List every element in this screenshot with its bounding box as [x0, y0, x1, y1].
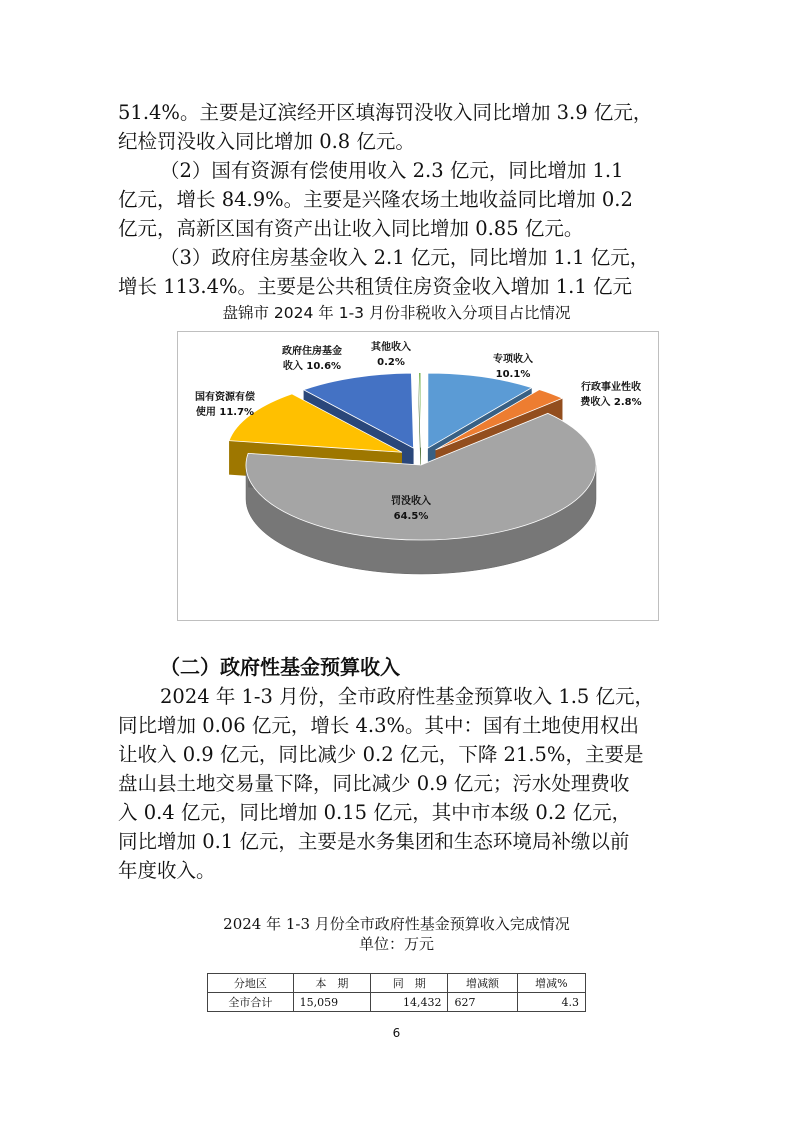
text-line: 同比增加 0.06 亿元，增长 4.3%。其中：国有土地使用权出	[118, 714, 640, 737]
pie-slice-label: 政府住房基金	[282, 346, 342, 357]
text-line: （3）政府住房基金收入 2.1 亿元，同比增加 1.1 亿元，	[160, 246, 650, 269]
pie-slice-label: 0.2%	[377, 357, 405, 368]
body-text-bottom	[118, 682, 678, 885]
text-line: （2）国有资源有偿使用收入 2.3 亿元，同比增加 1.1	[160, 159, 624, 182]
table-cell: 全市合计	[208, 993, 294, 1012]
text-line: 同比增加 0.1 亿元，主要是水务集团和生态环境局补缴以前	[118, 830, 630, 853]
table-header-cell: 增减额	[448, 974, 517, 993]
text-line: 亿元，高新区国有资产出让收入同比增加 0.85 亿元。	[118, 217, 584, 240]
table-title: 2024 年 1-3 月份全市政府性基金预算收入完成情况	[223, 915, 570, 933]
table-cell: 4.3	[517, 993, 585, 1012]
text-line: 盘山县土地交易量下降，同比减少 0.9 亿元；污水处理费收	[118, 772, 630, 795]
pie-slice-label: 费收入 2.8%	[580, 397, 642, 408]
pie-slice-label: 其他收入	[371, 342, 411, 353]
table-header-row	[208, 974, 586, 993]
page-number: 6	[392, 1026, 401, 1040]
pie-chart-svg	[178, 332, 658, 620]
text-line: 亿元，增长 84.9%。主要是兴隆农场土地收益同比增加 0.2	[118, 188, 633, 211]
pie-chart	[177, 331, 659, 621]
text-line: 51.4%。主要是辽滨经开区填海罚没收入同比增加 3.9 亿元，	[118, 101, 653, 124]
pie-slice-label: 使用 11.7%	[195, 407, 255, 418]
pie-slice-label: 国有资源有偿	[195, 392, 255, 403]
table-cell: 15,059	[293, 993, 370, 1012]
pie-slice-label: 64.5%	[393, 511, 429, 522]
section-title: （二）政府性基金预算收入	[160, 655, 400, 679]
table-cell: 14,432	[371, 993, 448, 1012]
text-line: 年度收入。	[118, 859, 216, 882]
pie-slice-label: 10.1%	[495, 369, 531, 380]
table-cell: 627	[448, 993, 517, 1012]
pie-slice-label: 行政事业性收	[581, 382, 641, 393]
text-line: 让收入 0.9 亿元，同比减少 0.2 亿元，下降 21.5%，主要是	[118, 743, 644, 766]
body-text-top	[118, 98, 678, 301]
chart-caption: 盘锦市 2024 年 1-3 月份非税收入分项目占比情况	[222, 304, 571, 322]
table-header-cell: 本 期	[293, 974, 370, 993]
revenue-table	[207, 973, 586, 1012]
text-line: 2024 年 1-3 月份，全市政府性基金预算收入 1.5 亿元，	[160, 685, 655, 708]
table-unit: 单位：万元	[358, 935, 434, 953]
table-row	[208, 993, 586, 1012]
pie-slice-label: 罚没收入	[391, 496, 431, 507]
table-header-cell: 分地区	[208, 974, 294, 993]
table-header-cell: 同 期	[371, 974, 448, 993]
text-line: 纪检罚没收入同比增加 0.8 亿元。	[118, 130, 415, 153]
table-header-cell: 增减%	[517, 974, 585, 993]
pie-slice-label: 专项收入	[493, 354, 533, 365]
pie-slice-label: 收入 10.6%	[282, 361, 342, 372]
text-line: 增长 113.4%。主要是公共租赁住房资金收入增加 1.1 亿元	[118, 275, 632, 298]
text-line: 入 0.4 亿元，同比增加 0.15 亿元，其中市本级 0.2 亿元，	[118, 801, 632, 824]
